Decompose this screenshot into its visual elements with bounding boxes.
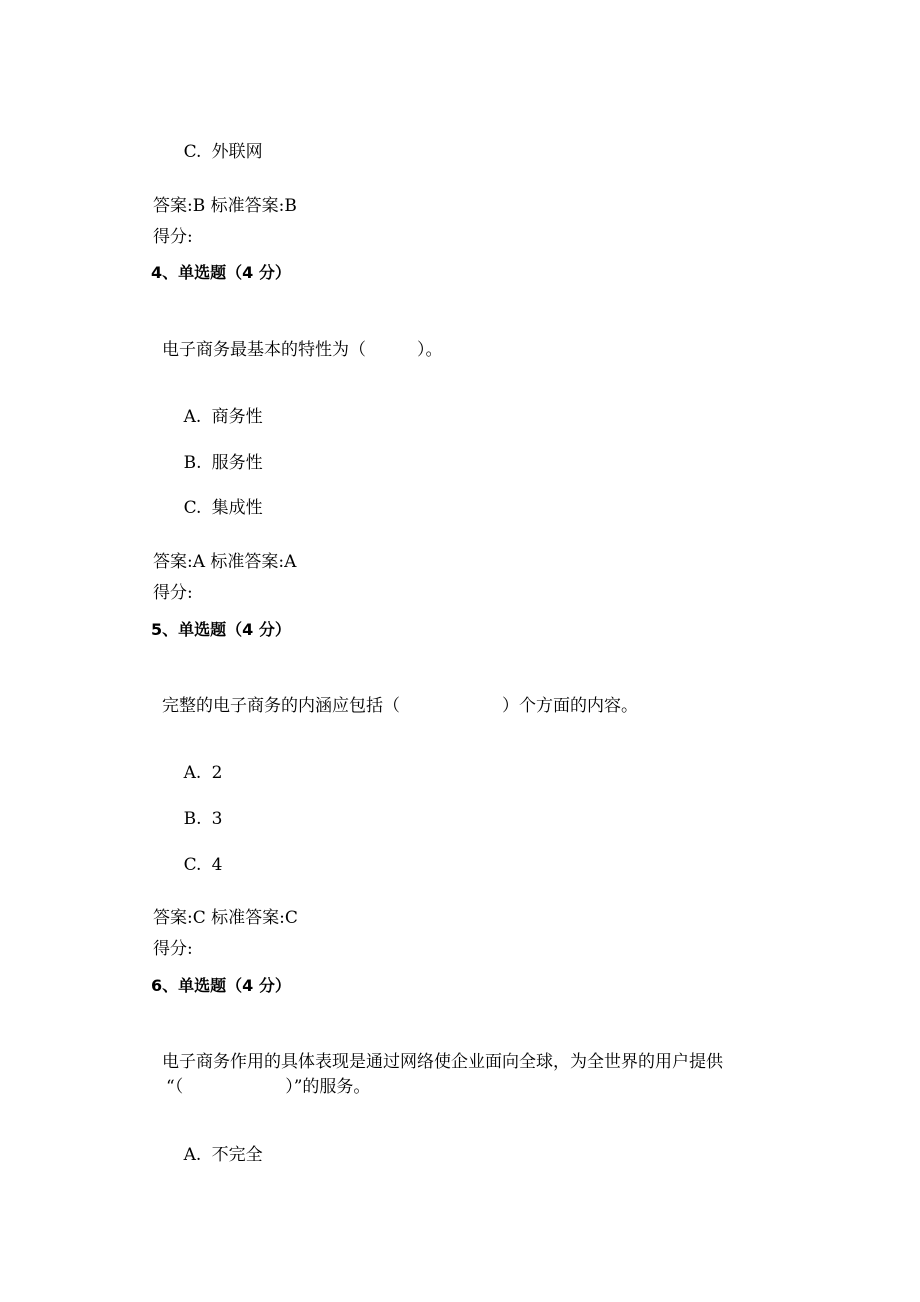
option-text: 商务性 — [211, 407, 263, 427]
q4-stem: 电子商务最基本的特性为（ ）。 — [162, 340, 443, 360]
q6-stem-line-2: “（ ）”的服务。 — [166, 1077, 371, 1097]
q4-answer: 答案:A 标准答案:A — [153, 552, 297, 572]
option-letter: A. — [183, 763, 202, 783]
q4-header: 4、单选题（4 分） — [151, 263, 291, 282]
option-letter: B. — [183, 453, 202, 473]
option-text: 服务性 — [211, 453, 263, 473]
q5-header: 5、单选题（4 分） — [151, 620, 291, 639]
q4-option-c[interactable] — [162, 475, 263, 541]
option-text: 不完全 — [211, 1145, 263, 1165]
option-letter: C. — [183, 855, 202, 875]
option-letter: B. — [183, 809, 202, 829]
option-text: 外联网 — [211, 142, 263, 162]
q5-stem: 完整的电子商务的内涵应包括（ ）个方面的内容。 — [162, 696, 638, 716]
q3-score: 得分: — [153, 227, 193, 247]
q6-option-a[interactable] — [162, 1122, 263, 1188]
q3-answer: 答案:B 标准答案:B — [153, 196, 297, 216]
option-text: 集成性 — [211, 498, 263, 518]
q5-score: 得分: — [153, 939, 193, 959]
option-text: 4 — [211, 855, 223, 875]
option-letter: A. — [183, 1145, 202, 1165]
option-text: 2 — [211, 763, 223, 783]
q5-answer: 答案:C 标准答案:C — [153, 908, 298, 928]
option-text: 3 — [211, 809, 223, 829]
option-letter: C. — [183, 498, 202, 518]
q6-stem-line-1: 电子商务作用的具体表现是通过网络使企业面向全球，为全世界的用户提供 — [162, 1052, 723, 1072]
option-letter: A. — [183, 407, 202, 427]
q3-option-c[interactable] — [162, 119, 263, 185]
q5-option-c[interactable] — [162, 832, 222, 898]
q6-header: 6、单选题（4 分） — [151, 976, 291, 995]
option-letter: C. — [183, 142, 202, 162]
q4-score: 得分: — [153, 583, 193, 603]
